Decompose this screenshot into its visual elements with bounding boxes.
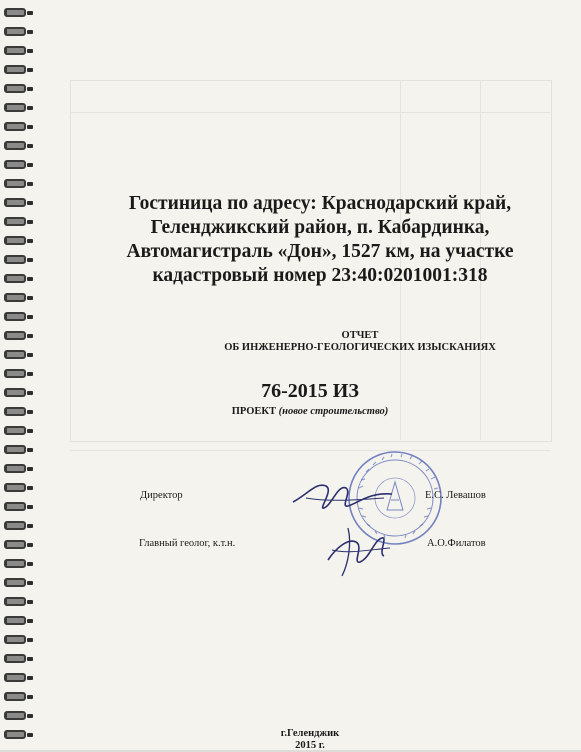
binding-ring [4,84,26,93]
binding-ring [4,502,26,511]
binding-ring [4,312,26,321]
binding-ring [4,350,26,359]
bleed-through-rule [70,112,550,113]
binding-ring [4,654,26,663]
project-prefix: ПРОЕКТ [231,406,277,417]
project-note [180,406,440,417]
binding-ring [4,483,26,492]
binding-ring [4,293,26,302]
report-label: ОТЧЕТ [341,330,379,341]
binding-ring [4,255,26,264]
binding-ring [4,426,26,435]
binding-ring [4,464,26,473]
director-name: Е.С. Левашов [425,490,486,501]
report-subtitle: ОБ ИНЖЕНЕРНО-ГЕОЛОГИЧЕСКИХ ИЗЫСКАНИЯХ [224,342,496,353]
binding-ring [4,445,26,454]
geologist-signature [318,520,398,580]
binding-ring [4,407,26,416]
year: 2015 г. [295,740,325,751]
binding-ring [4,217,26,226]
binding-ring [4,160,26,169]
binding-ring [4,274,26,283]
binding-ring [4,369,26,378]
title-line: Автомагистраль «Дон», 1527 км, на участке [126,241,514,262]
director-position: Директор [140,490,183,501]
binding-ring [4,692,26,701]
binding-ring [4,198,26,207]
binding-ring [4,388,26,397]
document-title [60,192,580,288]
project-detail: (новое строительство) [278,406,389,417]
title-line: Гостиница по адресу: Краснодарский край, [128,193,512,214]
binding-ring [4,616,26,625]
geologist-position: Главный геолог, к.т.н. [139,538,236,549]
binding-ring [4,730,26,739]
binding-ring [4,559,26,568]
binding-ring [4,8,26,17]
binding-ring [4,46,26,55]
binding-ring [4,635,26,644]
binding-ring [4,578,26,587]
binding-ring [4,711,26,720]
binding-ring [4,179,26,188]
binding-ring [4,673,26,682]
city: г.Геленджик [280,728,340,739]
document-code: 76-2015 ИЗ [261,380,359,402]
binding-ring [4,521,26,530]
binding-ring [4,540,26,549]
spiral-binding [0,0,34,750]
binding-ring [4,597,26,606]
binding-ring [4,27,26,36]
bleed-through-rule [70,450,550,451]
binding-ring [4,103,26,112]
report-heading [180,330,540,354]
document-footer [200,728,420,752]
binding-ring [4,122,26,131]
binding-ring [4,65,26,74]
title-line: Геленджикский район, п. Кабардинка, [150,217,490,238]
director-signature [288,472,398,522]
binding-ring [4,236,26,245]
binding-ring [4,331,26,340]
title-line: кадастровый номер 23:40:0201001:318 [152,265,488,286]
binding-ring [4,141,26,150]
geologist-name: А.О.Филатов [427,538,486,549]
